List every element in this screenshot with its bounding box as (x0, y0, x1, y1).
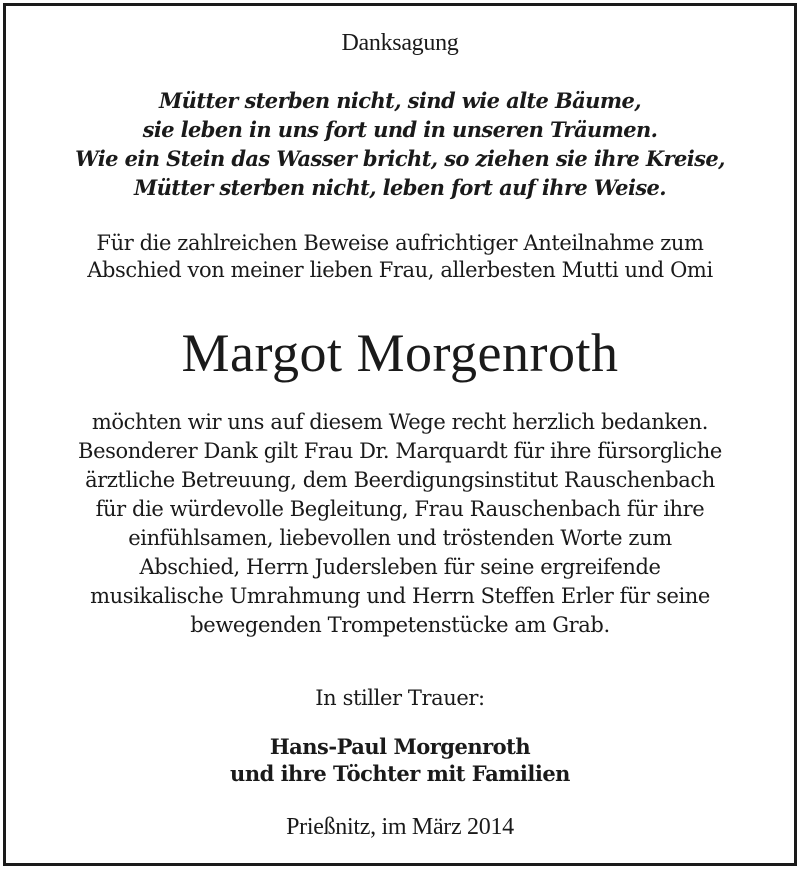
place-date: Prießnitz, im März 2014 (286, 814, 514, 840)
thanks-line: Abschied, Herrn Judersleben für seine ergreifende (139, 555, 661, 579)
thanks-line: einfühlsamen, liebevollen und tröstenden Worte zum (128, 526, 672, 550)
verse-line: Mütter sterben nicht, leben fort auf ihre Weise. (133, 175, 667, 200)
verse-line: Wie ein Stein das Wasser bricht, so ziehen sie ihre Kreise, (75, 146, 725, 171)
thanks-line: ärztliche Betreuung, dem Beerdigungsinstitut Rauschenbach (85, 468, 715, 492)
thanks-line: möchten wir uns auf diesem Wege recht herzlich bedanken. (91, 410, 709, 434)
intro-line: Abschied von meiner lieben Frau, allerbesten Mutti und Omi (87, 258, 713, 282)
thanks-line: für die würdevolle Begleitung, Frau Rauschenbach für ihre (95, 497, 705, 521)
signatory-line: Hans-Paul Morgenroth (269, 734, 531, 759)
thanks-line: bewegenden Trompetenstücke am Grab. (190, 613, 610, 637)
obituary-thanks-notice (3, 3, 797, 866)
mourning-label: In stiller Trauer: (315, 686, 485, 710)
verse-line: sie leben in uns fort und in unseren Träumen. (142, 117, 658, 142)
verse-line: Mütter sterben nicht, sind wie alte Bäume, (159, 88, 641, 113)
thanks-line: musikalische Umrahmung und Herrn Steffen Erler für seine (90, 584, 710, 608)
notice-heading: Danksagung (341, 30, 459, 56)
signatory-line: und ihre Töchter mit Familien (230, 761, 570, 786)
deceased-name: Margot Morgenroth (181, 323, 619, 383)
thanks-line: Besonderer Dank gilt Frau Dr. Marquardt für ihre fürsorgliche (78, 439, 722, 463)
intro-line: Für die zahlreichen Beweise aufrichtiger Anteilnahme zum (96, 231, 704, 255)
